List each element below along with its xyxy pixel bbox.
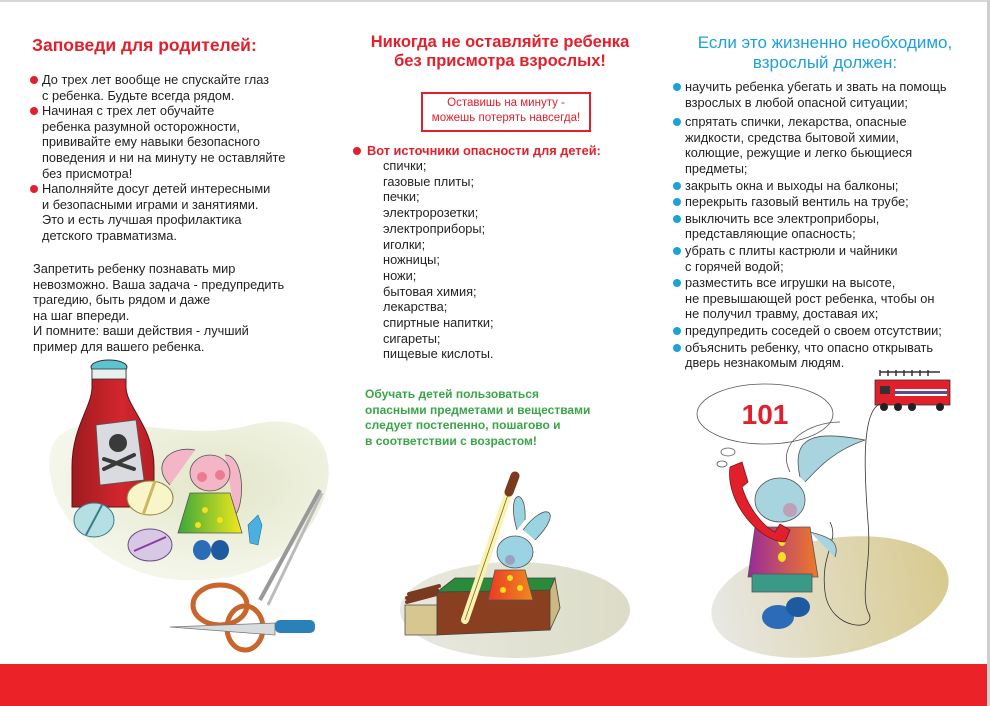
list-item (30, 103, 330, 181)
left-paragraph (33, 261, 333, 355)
warning-box (421, 92, 591, 132)
list-item: лекарства; (383, 299, 448, 315)
paragraph-line: пример для вашего ребенка. (33, 338, 205, 354)
bullet-icon (673, 279, 681, 287)
list-line: объяснить ребенку, что опасно открывать (685, 339, 934, 355)
list-line: дверь незнакомым людям. (685, 355, 845, 371)
dangers-heading (367, 143, 601, 158)
bullet-icon (673, 182, 681, 190)
bullet-icon (673, 198, 681, 206)
list-item: печки; (383, 189, 420, 205)
warning-line: Оставишь на минуту - (447, 97, 565, 109)
title-line: Если это жизненно необходимо, (697, 33, 953, 52)
list-item: электророзетки; (383, 205, 479, 221)
bullet-icon (353, 147, 361, 155)
list-item (30, 181, 330, 243)
green-note (365, 387, 655, 449)
list-line: не превышающей рост ребенка, чтобы он (685, 290, 935, 306)
list-item: пищевые кислоты. (383, 346, 494, 362)
list-line: не получил травму, доставая их; (685, 306, 879, 322)
list-item (673, 114, 988, 176)
parent-rules-list (30, 72, 330, 244)
note-line: опасными предметами и веществами (365, 402, 591, 417)
note-line: в соответствии с возрастом! (365, 433, 537, 448)
middle-title (345, 33, 655, 71)
top-border (0, 0, 990, 2)
list-line: перекрыть газовый вентиль на трубе; (685, 194, 909, 210)
list-item (673, 194, 988, 210)
poison-illustration (30, 355, 340, 665)
list-item: иголки; (383, 236, 426, 252)
matchbox-illustration (395, 470, 635, 660)
list-line: убрать с плиты кастрюли и чайники (685, 242, 898, 258)
fire-truck-icon (875, 370, 950, 411)
list-line: предупредить соседей о своем отсутствии; (685, 322, 942, 338)
list-line: колющие, режущие и легко бьющиеся (685, 145, 913, 161)
emergency-call-illustration (690, 362, 985, 662)
title-line: взрослый должен: (752, 53, 898, 72)
title-line: Никогда не оставляйте ребенка (370, 33, 630, 51)
list-line: прививайте ему навыки безопасного (42, 134, 260, 150)
left-title: Заповеди для родителей: (32, 35, 257, 55)
list-item (673, 275, 988, 322)
dangers-list (383, 158, 494, 362)
bullet-icon (673, 247, 681, 255)
list-line: ребенка разумной осторожности, (42, 118, 240, 134)
list-line: Наполняйте досуг детей интересными (42, 181, 271, 197)
bullet-icon (30, 107, 38, 115)
list-line: с ребенка. Будьте всегда рядом. (42, 87, 235, 103)
dangers-heading-text: Вот источники опасности для детей: (367, 143, 601, 158)
list-line: представляющие опасность; (685, 226, 856, 242)
knife-icon (170, 620, 315, 635)
list-item: электроприборы; (383, 220, 486, 236)
bullet-icon (673, 344, 681, 352)
list-line: взрослых в любой опасной ситуации; (685, 94, 908, 110)
bullet-icon (673, 327, 681, 335)
list-line: предметы; (685, 160, 748, 176)
list-line: До трех лет вообще не спускайте глаз (42, 72, 270, 87)
paragraph-line: трагедию, быть рядом и даже (33, 292, 211, 308)
paragraph-line: на шаг впереди. (33, 307, 130, 323)
list-item: спиртные напитки; (383, 315, 494, 331)
list-item (673, 323, 988, 339)
bullet-icon (673, 83, 681, 91)
bullet-icon (30, 76, 38, 84)
note-line: следует постепенно, пошагово и (365, 418, 561, 432)
list-item: спички; (383, 158, 427, 173)
list-line: научить ребенка убегать и звать на помощь (685, 79, 947, 94)
paragraph-line: невозможно. Ваша задача - предупредить (33, 276, 285, 292)
list-item (673, 243, 988, 274)
list-line: Это и есть лучшая профилактика (42, 212, 242, 228)
list-item (30, 72, 330, 103)
bullet-icon (30, 185, 38, 193)
list-item (673, 178, 988, 194)
note-line: Обучать детей пользоваться (365, 387, 539, 401)
title-line: без присмотра взрослых! (394, 52, 606, 70)
adult-duties-list (673, 79, 988, 372)
list-line: разместить все игрушки на высоте, (685, 275, 896, 291)
bullet-icon (673, 118, 681, 126)
warning-line: можешь потерять навсегда! (431, 112, 581, 124)
list-line: поведения и ни на минуту не оставляйте (42, 149, 286, 165)
list-line: и безопасными играми и занятиями. (42, 196, 259, 212)
right-title (665, 33, 985, 73)
list-line: детского травматизма. (42, 227, 177, 243)
list-line: выключить все электроприборы, (685, 210, 880, 226)
list-item (673, 211, 988, 242)
list-line: Начиная с трех лет обучайте (42, 103, 215, 119)
list-line: без присмотра! (42, 165, 133, 181)
list-item: газовые плиты; (383, 173, 475, 189)
list-item: бытовая химия; (383, 283, 477, 299)
paragraph-line: Запретить ребенку познавать мир (33, 261, 236, 276)
phone-number: 101 (741, 399, 789, 430)
list-line: закрыть окна и выходы на балконы; (685, 177, 899, 193)
paragraph-line: И помните: ваши действия - лучший (33, 323, 249, 339)
list-item (673, 79, 988, 110)
list-line: с горячей водой; (685, 258, 784, 274)
list-item: сигареты; (383, 330, 441, 346)
bullet-icon (673, 215, 681, 223)
list-item: ножницы; (383, 252, 440, 268)
list-item: ножи; (383, 267, 417, 283)
list-line: жидкости, средства бытовой химии, (685, 129, 899, 145)
list-line: спрятать спички, лекарства, опасные (685, 114, 907, 130)
bottom-red-bar (0, 664, 987, 706)
